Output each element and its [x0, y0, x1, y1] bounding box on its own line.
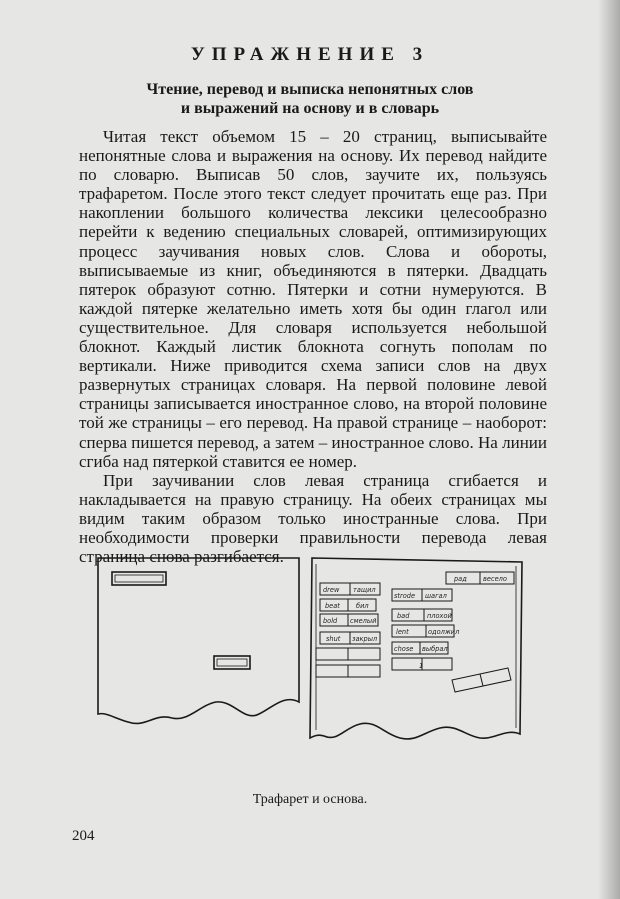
subtitle-line-1: Чтение, перевод и выписка непонятных слов — [146, 81, 474, 98]
stencil-figure — [94, 552, 534, 762]
word-lent-translation: одолжил — [428, 628, 460, 636]
word-bold-translation: смелый — [350, 617, 377, 625]
paragraph-2: При заучивании слов левая страница сгибается и накладывается на правую страницу. На обеих страницах мы видим таким образом только иностранные слова. При необходимости проверки правильности перевода левая страница снова разгибается. — [79, 470, 547, 567]
word-beat: beat — [325, 602, 340, 610]
word-strode-translation: шагал — [425, 592, 447, 600]
stencil-window-top — [112, 572, 166, 585]
word-drew-translation: тащил — [353, 586, 376, 594]
word-veselo: весело — [483, 575, 507, 583]
word-drew: drew — [323, 586, 340, 594]
word-shut: shut — [326, 635, 341, 643]
word-strode: strode — [394, 592, 416, 600]
page-edge-shadow — [598, 0, 620, 899]
figure-caption: Трафарет и основа. — [252, 792, 368, 807]
exercise-heading: УПРАЖНЕНИЕ 3 — [190, 44, 430, 65]
word-rad: рад — [454, 575, 467, 583]
stencil-window-bottom — [214, 656, 250, 669]
word-lent: lent — [396, 628, 409, 636]
word-bad-translation: плохой — [427, 612, 452, 620]
subtitle-line-2: и выражений на основу и в словарь — [180, 100, 440, 117]
word-bold: bold — [323, 617, 338, 625]
body-text — [79, 127, 547, 566]
stencil-window-inner — [115, 575, 247, 666]
word-boxes-left — [316, 583, 380, 677]
paragraph-1: Читая текст объемом 15 – 20 страниц, выписывайте непонятные слова и выражения на основу. Их перевод найдите по словарю. Выписав 50 слов, заучите их, пользуясь трафаретом. После этого текст следует прочитать еще раз. При накоплении большого количества лексики целесообразно перейти к ведению специальных словарей, оптимизирующих процесс заучивания новых слов. Слова и обороты, выписываемые из книг, объединяются в пятерки. Двадцать пятерок образуют сотню. Пятерки и сотни нумеруются. В каждой пятерке желательно иметь хотя бы один глагол или существительное. Для словаря используется небольшой блокнот. Каждый листик блокнота согнуть пополам по вертикали. Ниже приводится схема записи слов на двух развернутых страницах словаря. На первой половине левой страницы записывается иностранное слово, на второй половине той же страницы – его перевод. На правой странице – наоборот: сперва пишется перевод, а затем – иностранное слово. На линии сгиба над пятеркой ставится ее номер. — [79, 127, 547, 471]
word-chose: chose — [394, 645, 414, 653]
word-bad: bad — [397, 612, 410, 620]
word-chose-translation: выбрал — [422, 645, 448, 653]
word-beat-translation: бил — [356, 602, 369, 610]
word-number: 1 — [419, 662, 424, 670]
page-number: 204 — [72, 828, 95, 844]
exercise-subtitle — [60, 80, 560, 118]
stencil-sheet — [98, 558, 299, 723]
word-shut-translation: закрыл — [352, 635, 378, 643]
